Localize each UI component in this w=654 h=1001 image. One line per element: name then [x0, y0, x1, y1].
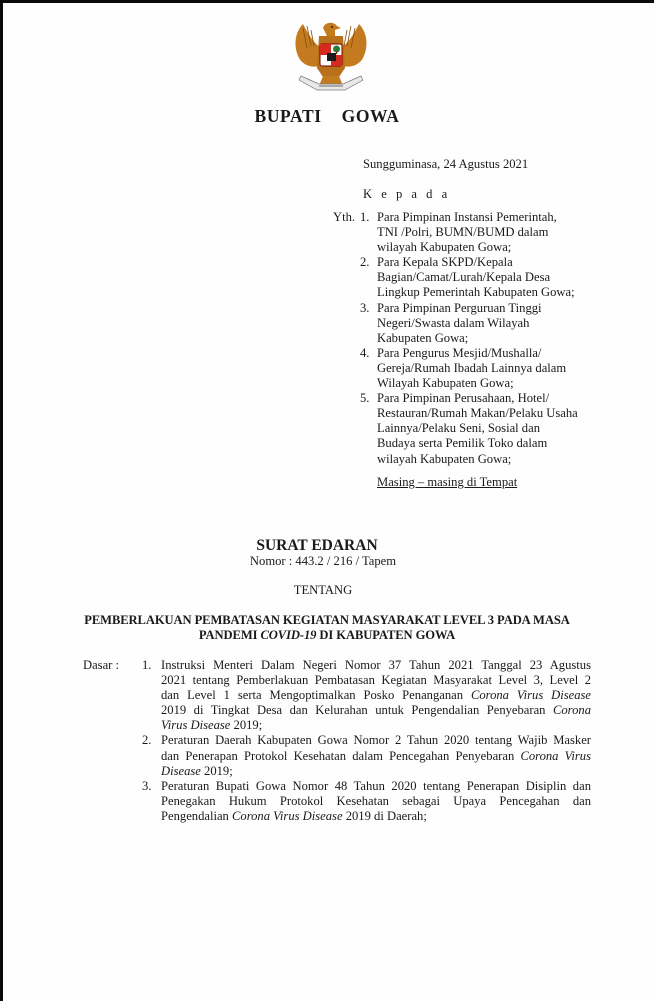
dasar-line	[161, 658, 591, 673]
recipient-number: 1.	[360, 210, 370, 224]
italic-term: Corona Virus Disease	[470, 688, 591, 703]
text-run: Pengendalian	[161, 808, 232, 823]
dasar-number: 2.	[142, 733, 152, 748]
kepada-label: K e p a d a	[363, 187, 451, 201]
subject-line-1: PEMBERLAKUAN PEMBATASAN KEGIATAN MASYARAKAT LEVEL 3 PADA MASA	[84, 613, 570, 627]
document-subject	[0, 613, 654, 643]
dasar-line	[161, 749, 591, 764]
recipient-line: Para Pengurus Mesjid/Mushalla/	[377, 345, 542, 360]
dasar-line	[161, 703, 591, 718]
subject-italic-text: COVID-19	[260, 628, 317, 642]
text-run: Peraturan Daerah Kabupaten Gowa Nomor 2 Tahun 2020 tentang Wajib Masker	[161, 733, 591, 748]
recipient-number: 4.	[360, 345, 370, 360]
text-run: Peraturan Bupati Gowa Nomor 48 Tahun 2020 tentang Penerapan Disiplin dan	[161, 778, 591, 793]
recipient-number: 3.	[360, 300, 370, 315]
recipient-line: Para Pimpinan Instansi Pemerintah,	[377, 210, 557, 224]
recipient-line: Para Kepala SKPD/Kepala	[377, 255, 513, 270]
document-page	[3, 3, 654, 1001]
recipient-list	[360, 210, 600, 467]
subject-text: PANDEMI	[198, 628, 261, 642]
recipient-item	[360, 301, 600, 346]
dasar-line	[161, 764, 591, 779]
recipient-line: Negeri/Swasta dalam Wilayah	[377, 315, 530, 330]
text-run: 2019;	[230, 718, 263, 733]
dasar-number: 3.	[142, 778, 152, 793]
letterhead-title: BUPATI GOWA	[254, 106, 400, 126]
document-number: Nomor : 443.2 / 216 / Tapem	[249, 554, 397, 568]
dasar-line	[161, 673, 591, 688]
italic-term: Corona	[552, 703, 591, 718]
recipient-item	[360, 391, 600, 466]
recipient-line: Kabupaten Gowa;	[377, 330, 469, 345]
dasar-line	[161, 809, 591, 824]
recipient-line: Restauran/Rumah Makan/Pelaku Usaha	[377, 406, 578, 421]
recipient-number: 2.	[360, 255, 370, 270]
dasar-line	[161, 794, 591, 809]
dasar-line	[161, 779, 591, 794]
italic-term: Virus Disease	[161, 718, 231, 733]
recipient-line: wilayah Kabupaten Gowa;	[377, 240, 512, 255]
subject-text: DI KABUPATEN GOWA	[316, 628, 456, 642]
text-run: 2019;	[200, 763, 233, 778]
recipient-number: 5.	[360, 391, 370, 406]
recipient-line: Budaya serta Pemilik Toko dalam	[377, 436, 548, 451]
recipient-line: wilayah Kabupaten Gowa;	[377, 451, 512, 466]
italic-term: Corona Virus	[520, 748, 592, 763]
recipient-line: Para Pimpinan Perusahaan, Hotel/	[377, 391, 550, 406]
yth-label: Yth.	[333, 210, 356, 224]
recipient-line: Lingkup Pemerintah Kabupaten Gowa;	[377, 285, 575, 300]
recipient-line: Bagian/Camat/Lurah/Kepala Desa	[377, 270, 551, 285]
text-run: 2019 di Tingkat Desa dan Kelurahan untuk Pengendalian Penyebaran	[161, 703, 553, 718]
dasar-item	[142, 733, 591, 778]
dasar-number: 1.	[142, 658, 152, 672]
dasar-line	[161, 688, 591, 703]
italic-term: Disease	[161, 763, 201, 778]
document-title: SURAT EDARAN	[256, 537, 378, 554]
recipient-line: TNI /Polri, BUMN/BUMD dalam	[377, 225, 549, 240]
recipient-line: Wilayah Kabupaten Gowa;	[377, 376, 514, 391]
dasar-line	[161, 718, 591, 733]
text-run: dan Penerapan Protokol Kesehatan dalam Pencegahan Penyebaran	[161, 748, 521, 763]
recipient-line: Para Pimpinan Perguruan Tinggi	[377, 300, 542, 315]
dasar-label: Dasar :	[83, 658, 120, 672]
recipient-line: Gereja/Rumah Ibadah Lainnya dalam	[377, 360, 567, 375]
garuda-emblem-icon	[289, 18, 373, 98]
subject-line-2	[0, 628, 654, 643]
text-run: Penegakan Hukum Protokol Kesehatan sebagai Upaya Pencegahan dan	[161, 793, 591, 808]
recipient-item	[360, 346, 600, 391]
masing-di-tempat: Masing – masing di Tempat	[377, 475, 518, 489]
dasar-line	[161, 733, 591, 748]
dasar-item	[142, 658, 591, 733]
dasar-item	[142, 779, 591, 824]
italic-term: Corona Virus Disease	[232, 808, 343, 823]
recipient-line: Lainnya/Pelaku Seni, Sosial dan	[377, 421, 540, 436]
tentang-label: TENTANG	[293, 583, 353, 597]
text-run: dan Level 1 serta Mengoptimalkan Posko Penanganan	[161, 688, 471, 703]
date-line: Sungguminasa, 24 Agustus 2021	[363, 157, 529, 171]
recipient-item	[360, 210, 600, 255]
text-run: Instruksi Menteri Dalam Negeri Nomor 37 Tahun 2021 Tanggal 23 Agustus	[161, 658, 591, 672]
recipient-item	[360, 255, 600, 300]
text-run: 2021 tentang Pemberlakuan Pembatasan Kegiatan Masyarakat Level 3, Level 2	[161, 673, 591, 688]
text-run: 2019 di Daerah;	[342, 808, 427, 823]
dasar-list	[142, 658, 591, 824]
